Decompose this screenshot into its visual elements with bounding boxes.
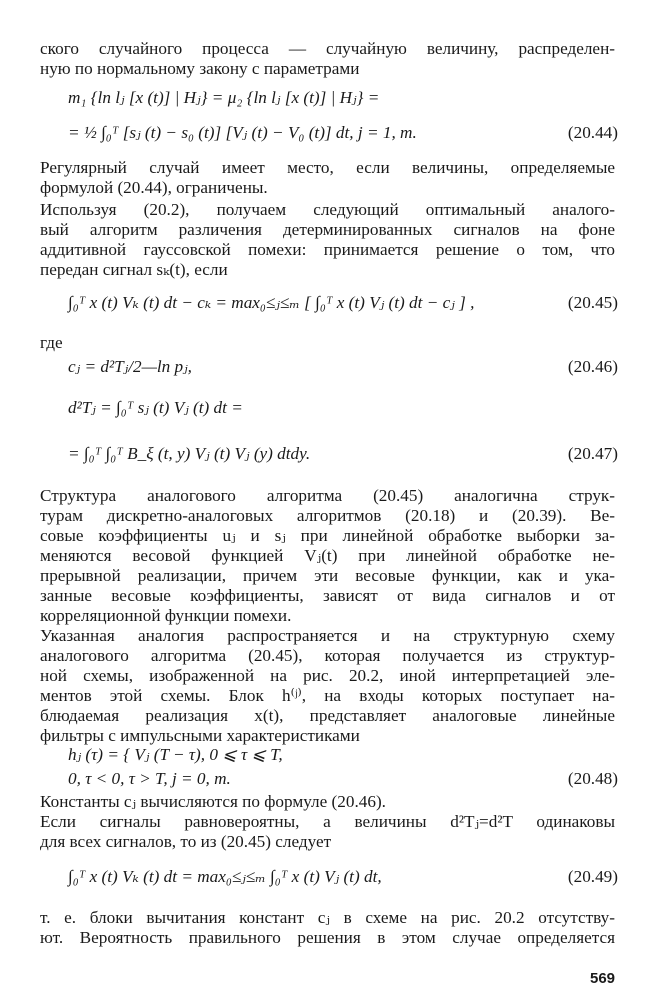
text-line: занные весовые коэффициенты, зависят от вида сигналов и от <box>40 586 615 605</box>
text-line: передан сигнал sₖ(t), если <box>40 260 228 279</box>
equation-number: (20.46) <box>567 357 618 376</box>
equation-body: ∫₀ᵀ x (t) Vₖ (t) dt − cₖ = max₀≤ⱼ≤ₘ [ ∫₀ᵀ x (t) Vⱼ (t) dt − cⱼ ] , <box>68 293 475 312</box>
text-line: Если сигналы равновероятны, а величины d²Tⱼ=d²T одинаковы <box>40 812 615 831</box>
equation <box>68 395 618 421</box>
equation <box>68 354 618 380</box>
text-line: корреляционной функции помехи. <box>40 606 292 625</box>
page-number: 569 <box>590 970 616 987</box>
equation <box>68 85 618 111</box>
text-line: формулой (20.44), ограничены. <box>40 178 268 197</box>
text-line: для всех сигналов, то из (20.45) следует <box>40 832 332 851</box>
equation <box>68 766 618 792</box>
equation <box>68 742 618 768</box>
text-line: прерывной реализации, причем эти весовые функции, как и ука- <box>40 566 615 585</box>
equation-body: cⱼ = d²Tⱼ/2—ln pⱼ, <box>68 357 192 376</box>
equation-body: = ½ ∫₀ᵀ [sⱼ (t) − s₀ (t)] [Vⱼ (t) − V₀ (t)] dt, j = 1, m. <box>68 123 417 142</box>
text-line: Указанная аналогия распространяется и на структурную схему <box>40 626 615 645</box>
equation-number: (20.47) <box>567 444 618 463</box>
text-line: ского случайного процесса — случайную величину, распределен- <box>40 39 615 58</box>
equation <box>68 290 618 316</box>
equation-body: = ∫₀ᵀ ∫₀ᵀ B_ξ (t, y) Vⱼ (t) Vⱼ (y) dtdy. <box>68 444 311 463</box>
text-line: ной схемы, изображенной на рис. 20.2, иной интерпретацией эле- <box>40 666 615 685</box>
text-line: Константы cⱼ вычисляются по формуле (20.46). <box>40 792 386 811</box>
equation-body: d²Tⱼ = ∫₀ᵀ sⱼ (t) Vⱼ (t) dt = <box>68 398 243 417</box>
equation <box>68 120 618 146</box>
text-line: где <box>40 333 63 352</box>
equation <box>68 864 618 890</box>
text-line: ную по нормальному закону с параметрами <box>40 59 360 78</box>
text-line: Используя (20.2), получаем следующий оптимальный аналого- <box>40 200 615 219</box>
text-line: ют. Вероятность правильного решения в этом случае определяется <box>40 928 615 947</box>
equation-number: (20.48) <box>567 769 618 788</box>
text-line: ментов этой схемы. Блок h⁽ʲ⁾, на входы которых поступает на- <box>40 686 615 705</box>
text-line: аддитивной гауссовской помехи: принимается решение о том, что <box>40 240 615 259</box>
equation-body: 0, τ < 0, τ > T, j = 0, m. <box>68 769 231 788</box>
equation-body: hⱼ (τ) = { Vⱼ (T − τ), 0 ⩽ τ ⩽ T, <box>68 745 283 764</box>
text-line: вый алгоритм различения детерминированных сигналов на фоне <box>40 220 615 239</box>
text-line: Регулярный случай имеет место, если величины, определяемые <box>40 158 615 177</box>
text-line: совые коэффициенты uⱼ и sⱼ при линейной обработке выборки за- <box>40 526 615 545</box>
text-line: аналогового алгоритма (20.45), которая получается из структур- <box>40 646 615 665</box>
equation-number: (20.45) <box>567 293 618 312</box>
text-line: Структура аналогового алгоритма (20.45) аналогична струк- <box>40 486 615 505</box>
text-line: т. е. блоки вычитания констант cⱼ в схеме на рис. 20.2 отсутству- <box>40 908 615 927</box>
equation <box>68 441 618 467</box>
text-line: блюдаемая реализация x(t), представляет аналоговые линейные <box>40 706 615 725</box>
equation-body: ∫₀ᵀ x (t) Vₖ (t) dt = max₀≤ⱼ≤ₘ ∫₀ᵀ x (t) Vⱼ (t) dt, <box>68 867 382 886</box>
text-line: фильтры с импульсными характеристиками <box>40 726 360 745</box>
equation-number: (20.49) <box>567 867 618 886</box>
equation-number: (20.44) <box>567 123 618 142</box>
text-line: меняются весовой функцией Vⱼ(t) при линейной обработке не- <box>40 546 615 565</box>
text-line: турам дискретно-аналоговых алгоритмов (20.18) и (20.39). Ве- <box>40 506 615 525</box>
equation-body: m₁ {ln lⱼ [x (t)] | Hⱼ} = μ₂ {ln lⱼ [x (t)] | Hⱼ} = <box>68 88 380 107</box>
